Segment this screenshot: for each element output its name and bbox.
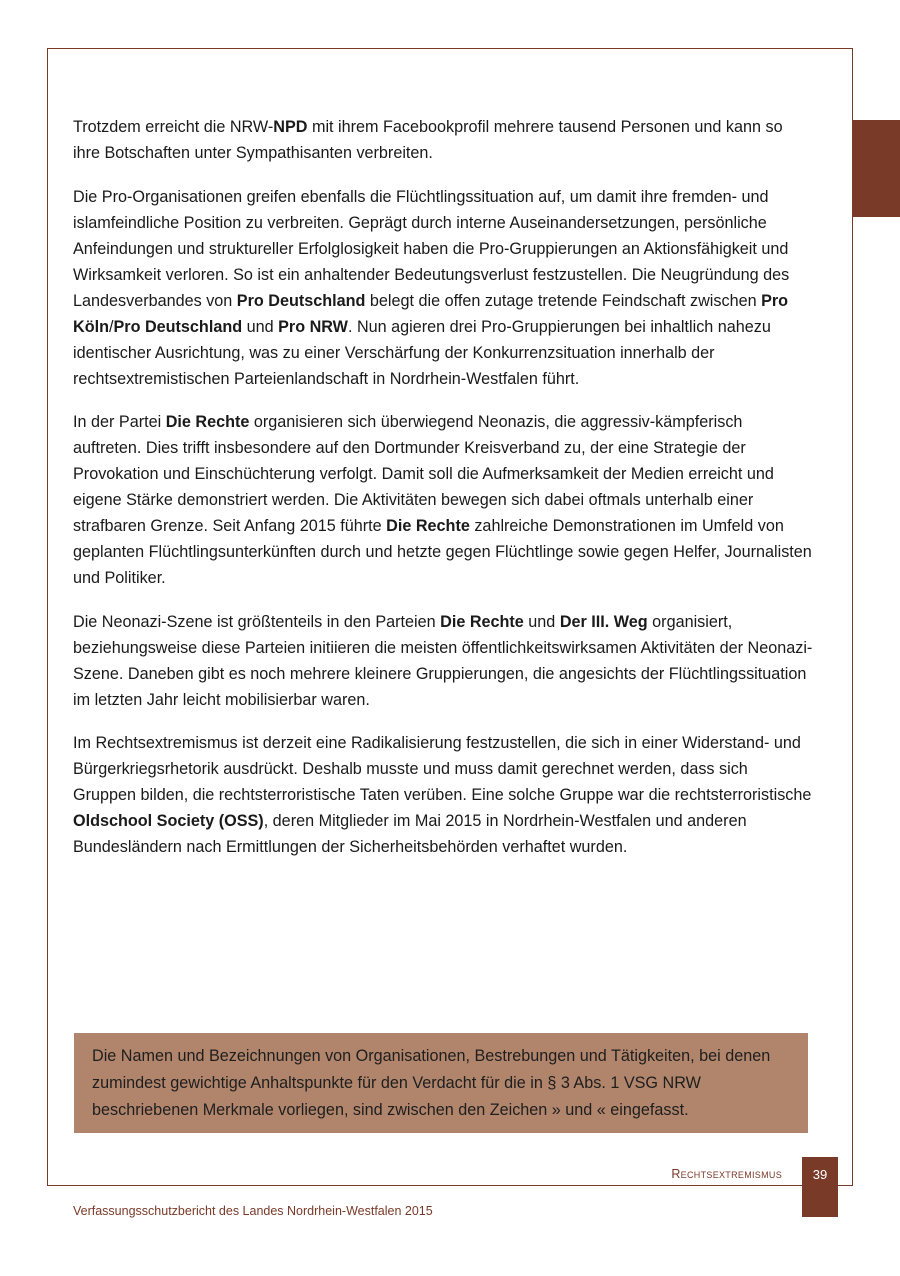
paragraph-1: Trotzdem erreicht die NRW-NPD mit ihrem Facebookprofil mehrere tausend Personen und kann so ihre Botschaften unter Sympathisanten verbreiten. [73, 118, 783, 162]
paragraph-2: Die Pro-Organisationen greifen ebenfalls die Flüchtlingssituation auf, um damit ihre fremden- und islamfeindliche Position zu verbreiten. Geprägt durch interne Auseinandersetzungen, persönliche Anfeindungen und struktureller Erfolglosigkeit haben die Pro-Gruppierungen an Aktionsfähigkeit und Wirksamkeit verloren. So ist ein anhaltender Bedeutungsverlust festzustellen. Die Neugründung des Landesverbandes von Pro Deutschland belegt die offen zutage tretende Feindschaft zwischen Pro Köln/Pro Deutschland und Pro NRW. Nun agieren drei Pro-Gruppierungen bei inhaltlich nahezu identischer Ausrichtung, was zu einer Verschärfung der Konkurrenzsituation innerhalb der rechtsextremistischen Parteienlandschaft in Nordrhein-Westfalen führt. [73, 187, 790, 388]
paragraph-5: Im Rechtsextremismus ist derzeit eine Radikalisierung festzustellen, die sich in einer Widerstand- und Bürgerkriegsrhetorik ausdrückt. Deshalb musste und muss damit gerechnet werden, dass sich Gruppen bilden, die rechtsterroristische Taten verüben. Eine solche Gruppe war die rechtsterroristische Oldschool Society (OSS), deren Mitglieder im Mai 2015 in Nordrhein-Westfalen und anderen Bundesländern nach Ermittlungen der Sicherheitsbehörden verhaftet wurden. [73, 734, 812, 856]
footer-title: Verfassungsschutzbericht des Landes Nordrhein-Westfalen 2015 [73, 1204, 433, 1218]
chapter-tab [853, 120, 900, 217]
section-label: Rechtsextremismus [671, 1167, 782, 1181]
page-number: 39 [802, 1157, 838, 1217]
body-text [73, 114, 813, 878]
paragraph-4: Die Neonazi-Szene ist größtenteils in den Parteien Die Rechte und Der III. Weg organisiert, beziehungsweise diese Parteien initiieren die meisten öffentlichkeitswirksamen Aktivitäten der Neonazi-Szene. Daneben gibt es noch mehrere kleinere Gruppierungen, die angesichts der Flüchtlingssituation im letzten Jahr leicht mobilisierbar waren. [73, 612, 813, 709]
paragraph-3: In der Partei Die Rechte organisieren sich überwiegend Neonazis, die aggressiv-kämpferisch auftreten. Dies trifft insbesondere auf den Dortmunder Kreisverband zu, der eine Strategie der Provokation und Einschüchterung verfolgt. Damit soll die Aufmerksamkeit der Medien erreicht und eigene Stärke demonstriert werden. Die Aktivitäten bewegen sich dabei oftmals unterhalb einer strafbaren Grenze. Seit Anfang 2015 führte Die Rechte zahlreiche Demonstrationen im Umfeld von geplanten Flüchtlingsunterkünften durch und hetzte gegen Flüchtlinge sowie gegen Helfer, Journalisten und Politiker. [73, 413, 812, 587]
legend-note-box: Die Namen und Bezeichnungen von Organisationen, Bestrebungen und Tätigkeiten, bei denen zumindest gewichtige Anhaltspunkte für den Verdacht für die in § 3 Abs. 1 VSG NRW beschriebenen Merkmale vorliegen, sind zwischen den Zeichen » und « eingefasst. [74, 1033, 808, 1133]
